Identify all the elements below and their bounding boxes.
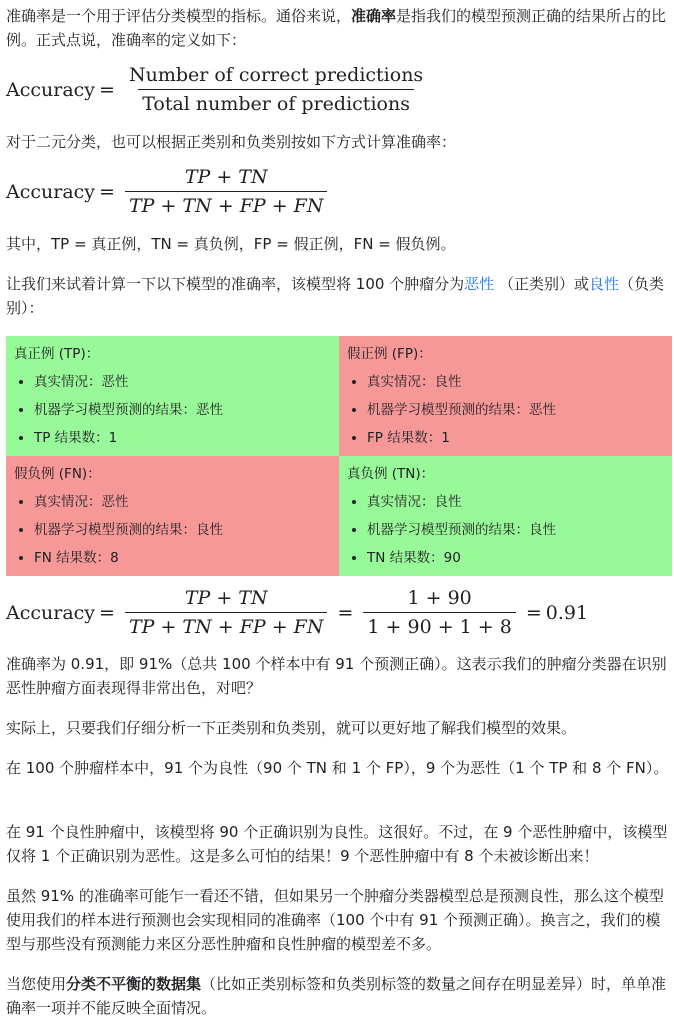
paragraph-analysis: 实际上，只要我们仔细分析一下正类别和负类别，就可以更好地了解我们模型的效果。 [6, 719, 577, 737]
paragraph-accuracy-result: 准确率为 0.91，即 91%（总共 100 个样本中有 91 个预测正确）。这表示我们的肿瘤分类器在识别恶性肿瘤方面表现得非常出色，对吧？ [6, 655, 667, 697]
list-item: • 真实情况：良性 [367, 488, 664, 516]
cell-title: 假负例 (FN)： [14, 466, 101, 482]
cell-list [347, 488, 664, 572]
formula-denominator: Total number of predictions [138, 89, 414, 115]
list-item: • TN 结果数：90 [367, 544, 664, 572]
formula-numerator: TP + TN [184, 587, 268, 609]
list-item: • 机器学习模型预测的结果：良性 [34, 516, 331, 544]
formula-numerator: TP + TN [184, 166, 268, 188]
example-paragraph: 让我们来试着计算一下以下模型的准确率，该模型将 100 个肿瘤分为恶性 （正类别）或良性（负类别）： [6, 275, 664, 317]
intro-paragraph: 准确率是一个用于评估分类模型的指标。通俗来说，准确率是指我们的模型预测正确的结果所占的比例。正式点说，准确率的定义如下： [6, 7, 667, 49]
list-item: • FP 结果数：1 [367, 424, 664, 452]
false-positive-cell [339, 336, 672, 456]
formula-denominator: TP + TN + FP + FN [125, 612, 328, 638]
formula-result: 0.91 [545, 601, 589, 624]
list-item: • 真实情况：恶性 [34, 488, 331, 516]
formula-fraction-numeric [363, 587, 515, 638]
formula-lhs: Accuracy [6, 180, 96, 203]
list-item: • TP 结果数：1 [34, 424, 331, 452]
paragraph-sample-breakdown: 在 100 个肿瘤样本中，91 个为良性（90 个 TN 和 1 个 FP），9 个为恶性（1 个 TP 和 8 个 FN）。 [6, 759, 669, 777]
paragraph-class-imbalance: 当您使用分类不平衡的数据集（比如正类别标签和负类别标签的数量之间存在明显差异）时，单单准确率一项并不能反映全面情况。 [6, 975, 667, 1017]
cell-list [347, 368, 664, 452]
list-item: • 真实情况：良性 [367, 368, 664, 396]
true-negative-cell [339, 456, 672, 576]
definitions-paragraph: 其中，TP = 真正例，TN = 真负例，FP = 假正例，FN = 假负例。 [6, 235, 456, 253]
confusion-matrix [6, 336, 672, 576]
malignant-link[interactable]: 恶性 [464, 275, 495, 293]
cell-title: 假正例 (FP)： [347, 346, 432, 362]
binary-classification-paragraph: 对于二元分类，也可以根据正类别和负类别按如下方式计算准确率： [6, 133, 457, 151]
formula-lhs: Accuracy [6, 601, 96, 624]
formula-denominator: TP + TN + FP + FN [125, 191, 328, 217]
false-negative-cell [6, 456, 339, 576]
formula-fraction [125, 166, 328, 217]
list-item: • 机器学习模型预测的结果：恶性 [367, 396, 664, 424]
formula-denominator: 1 + 90 + 1 + 8 [363, 612, 515, 638]
paragraph-comparison: 虽然 91% 的准确率可能乍一看还不错，但如果另一个肿瘤分类器模型总是预测良性，那么这个模型使用我们的样本进行预测也会实现相同的准确率（100 个中有 91 个预测正确）。换言之，我们的模型与那些没有预测能力来区分恶性肿瘤和良性肿瘤的模型差不多。 [6, 887, 664, 953]
paragraph-benign-malignant: 在 91 个良性肿瘤中，该模型将 90 个正确识别为良性。这很好。不过，在 9 个恶性肿瘤中，该模型仅将 1 个正确识别为恶性。这是多么可怕的结果！9 个恶性肿瘤中有 8 个未被诊断出来！ [6, 823, 668, 865]
accuracy-calculation-formula: Accuracy = $\frac{TP + TN}{TP + TN + FP + FN}$ = $\frac{1 + 90}{1 + 90 + 1 + 8}$ = 0.91 [6, 587, 589, 638]
formula-numerator: 1 + 90 [407, 587, 472, 609]
benign-link[interactable]: 良性 [588, 275, 619, 293]
list-item: • 机器学习模型预测的结果：恶性 [34, 396, 331, 424]
accuracy-formula-definition: Accuracy = $\frac{\text{Number of correct predictions}}{\text{Total number of predictions}}$ [6, 64, 433, 115]
formula-fraction-symbolic [125, 587, 328, 638]
cell-title: 真负例 (TN)： [347, 466, 435, 482]
formula-numerator: Number of correct predictions [128, 64, 424, 86]
formula-lhs: Accuracy [6, 78, 96, 101]
list-item: • FN 结果数：8 [34, 544, 331, 572]
list-item: • 真实情况：恶性 [34, 368, 331, 396]
accuracy-formula-binary: Accuracy = $\frac{TP + TN}{TP + TN + FP + FN}$ [6, 166, 333, 217]
cell-title: 真正例 (TP)： [14, 346, 100, 362]
cell-list [14, 488, 331, 572]
formula-fraction [125, 64, 427, 115]
true-positive-cell [6, 336, 339, 456]
list-item: • 机器学习模型预测的结果：良性 [367, 516, 664, 544]
cell-list [14, 368, 331, 452]
